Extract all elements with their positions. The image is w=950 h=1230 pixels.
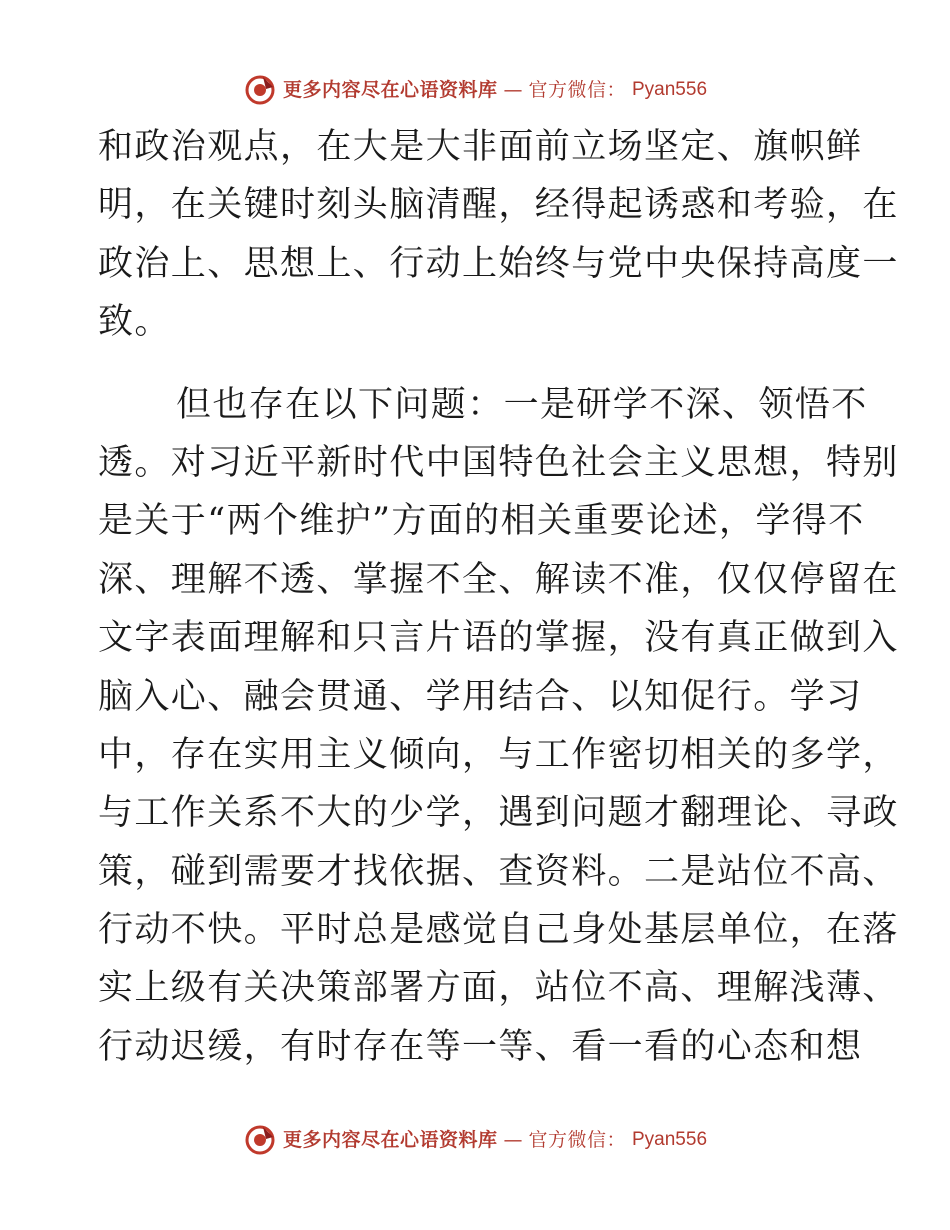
text-line: 明，在关键时刻头脑清醒，经得起诱惑和考验，在: [98, 185, 899, 226]
text-line: 与工作关系不大的少学，遇到问题才翻理论、寻政: [98, 793, 899, 834]
text-line: 但也存在以下问题：一是研学不深、领悟不: [176, 384, 868, 425]
banner-wechat-label: 官方微信：: [528, 1129, 626, 1151]
banner-main-text: 更多内容尽在心语资料库: [282, 79, 498, 101]
text-line: 和政治观点，在大是大非面前立场坚定、旗帜鲜: [98, 127, 863, 167]
text-line: 实上级有关决策部署方面，站位不高、理解浅薄、: [98, 968, 899, 1009]
footer-watermark-banner: [0, 1120, 950, 1160]
text-line: 透。对习近平新时代中国特色社会主义思想，特别: [98, 442, 899, 483]
banner-main-text: 更多内容尽在心语资料库: [282, 1129, 498, 1151]
banner-wechat-id: Pyan556: [632, 79, 708, 100]
paragraph: [98, 376, 899, 1077]
header-watermark-banner: [0, 70, 950, 110]
brand-logo-icon: [243, 73, 277, 107]
text-line: 策，碰到需要才找依据、查资料。二是站位不高、: [98, 851, 899, 892]
banner-wechat-id: Pyan556: [632, 1129, 708, 1150]
text-line: 政治上、思想上、行动上始终与党中央保持高度一: [98, 243, 899, 284]
banner-separator: —: [503, 1129, 523, 1151]
text-line: 文字表面理解和只言片语的掌握，没有真正做到入: [98, 618, 899, 659]
brand-logo-icon: [243, 1123, 277, 1157]
text-line: 是关于“两个维护”方面的相关重要论述，学得不: [98, 501, 865, 542]
text-line: 脑入心、融会贯通、学用结合、以知促行。学习: [98, 676, 863, 717]
paragraph: [98, 118, 899, 352]
text-line: 行动不快。平时总是感觉自己身处基层单位，在落: [98, 910, 899, 951]
banner-wechat-label: 官方微信：: [528, 79, 626, 101]
banner-separator: —: [503, 79, 523, 101]
text-line: 深、理解不透、掌握不全、解读不准，仅仅停留在: [98, 559, 899, 600]
document-body: [98, 118, 899, 1076]
text-line: 致。: [98, 302, 171, 343]
text-line: 行动迟缓，有时存在等一等、看一看的心态和想: [98, 1026, 863, 1067]
text-line: 中，存在实用主义倾向，与工作密切相关的多学，: [98, 734, 899, 775]
